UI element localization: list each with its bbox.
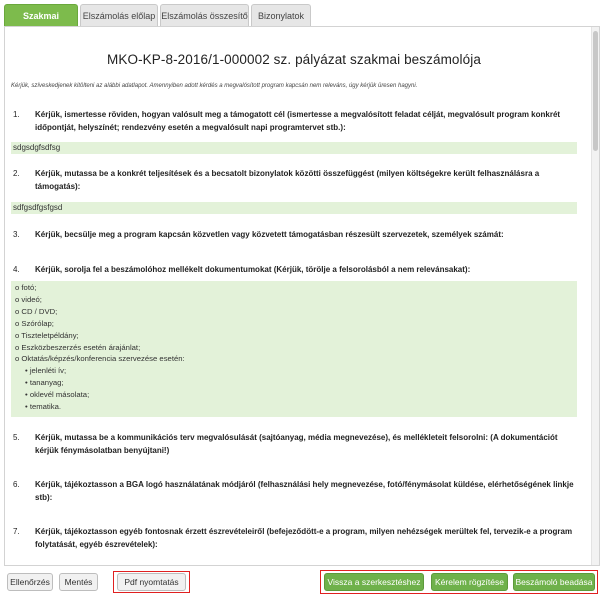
tab-elszamolas-elolap[interactable]: Elszámolás előlap — [80, 4, 158, 26]
intro-text: Kérjük, szíveskedjenek kitölteni az alábbi adatlapot. Amennyiben adott kérdés a megvalósított program kapcsán nem releváns, úgy kérjük üresen hagyni. — [11, 83, 418, 89]
question-text: Kérjük, tájékoztasson a BGA logó használatának módjáról (felhasználási hely megnevezése, fotó/fénymásolat küldése, elérhetőségének linkje stb): — [35, 480, 574, 502]
question-number: 3. — [13, 230, 20, 239]
question-number: 7. — [13, 527, 20, 536]
tab-bar — [4, 4, 311, 26]
question-number: 5. — [13, 433, 20, 442]
question-text: Kérjük, tájékoztasson egyéb fontosnak érzett észrevételeiről (befejeződött-e a program, milyen nehézségek merültek fel, tervezik-e a program folytatását, egyéb észrevételek): — [35, 527, 573, 549]
tab-szakmai-beszamolo[interactable]: Szakmai — [4, 4, 78, 26]
list-subitem: • oklevél másolata; — [25, 390, 90, 400]
question-number: 1. — [13, 110, 20, 119]
question-2 — [11, 167, 577, 193]
back-to-edit-button[interactable]: Vissza a szerkesztéshez — [324, 573, 424, 591]
answer-1-field[interactable]: sdgsdgfsdfsg — [11, 142, 577, 154]
documents-list — [13, 281, 577, 414]
list-item: o Eszközbeszerzés esetén árajánlat; — [15, 342, 141, 352]
list-item: o videó; — [15, 294, 42, 304]
question-1 — [11, 108, 577, 134]
answer-4-field[interactable] — [11, 281, 577, 417]
answer-2-field[interactable]: sdfgsdfgsfgsd — [11, 202, 577, 214]
question-number: 2. — [13, 169, 20, 178]
list-subitem: • tematika. — [25, 402, 62, 412]
question-text: Kérjük, sorolja fel a beszámolóhoz mellékelt dokumentumokat (Kérjük, törölje a felsorolásból a nem relevánsakat): — [35, 265, 471, 274]
question-number: 4. — [13, 265, 20, 274]
check-button[interactable]: Ellenőrzés — [7, 573, 53, 591]
record-request-button[interactable]: Kérelem rögzítése — [431, 573, 508, 591]
list-subitem: • tananyag; — [25, 378, 64, 388]
report-frame — [4, 26, 600, 566]
question-3 — [11, 228, 577, 241]
save-button[interactable]: Mentés — [59, 573, 98, 591]
question-text: Kérjük, becsülje meg a program kapcsán közvetlen vagy közvetett támogatásban részesült szervezetek, személyek számát: — [35, 230, 504, 239]
vertical-scrollbar[interactable] — [591, 27, 599, 565]
tab-bizonylatok[interactable]: Bizonylatok — [251, 4, 311, 26]
question-number: 6. — [13, 480, 20, 489]
question-text: Kérjük, ismertesse röviden, hogyan valósult meg a támogatott cél (ismertesse a megvalósított feladat célját, megvalósult program konkrét időpontját, helyszínét; rendezvény esetén a megvalósult napi programtervet stb.): — [35, 110, 561, 132]
question-text: Kérjük, mutassa be a kommunikációs terv megvalósulását (sajtóanyag, média megnevezése), és mellékleteit felsorolni: (A dokumentációt kérjük fénymásolatban benyújtani!) — [35, 433, 558, 455]
question-text: Kérjük, mutassa be a konkrét teljesítések és a becsatolt bizonylatok közötti összefüggést (milyen költségekre került felhasználásra a támogatás): — [35, 169, 540, 191]
pdf-print-button[interactable]: Pdf nyomtatás — [117, 573, 186, 591]
question-4 — [11, 263, 577, 276]
list-item: o fotó; — [15, 283, 37, 292]
list-item: o Szórólap; — [15, 318, 54, 328]
question-7 — [11, 525, 577, 551]
list-subitem: • jelenléti ív; — [25, 366, 67, 376]
question-6 — [11, 478, 577, 504]
tab-elszamolas-osszesito[interactable]: Elszámolás összesítő — [160, 4, 249, 26]
scrollbar-thumb[interactable] — [593, 31, 598, 151]
list-item: o Oktatás/képzés/konferencia szervezése esetén: — [15, 354, 185, 364]
question-5 — [11, 431, 577, 457]
list-item: o CD / DVD; — [15, 306, 58, 316]
list-item: o Tiszteletpéldány; — [15, 330, 79, 340]
page-title: MKO-KP-8-2016/1-000002 sz. pályázat szakmai beszámolója — [107, 52, 481, 67]
submit-report-button[interactable]: Beszámoló beadása — [513, 573, 595, 591]
